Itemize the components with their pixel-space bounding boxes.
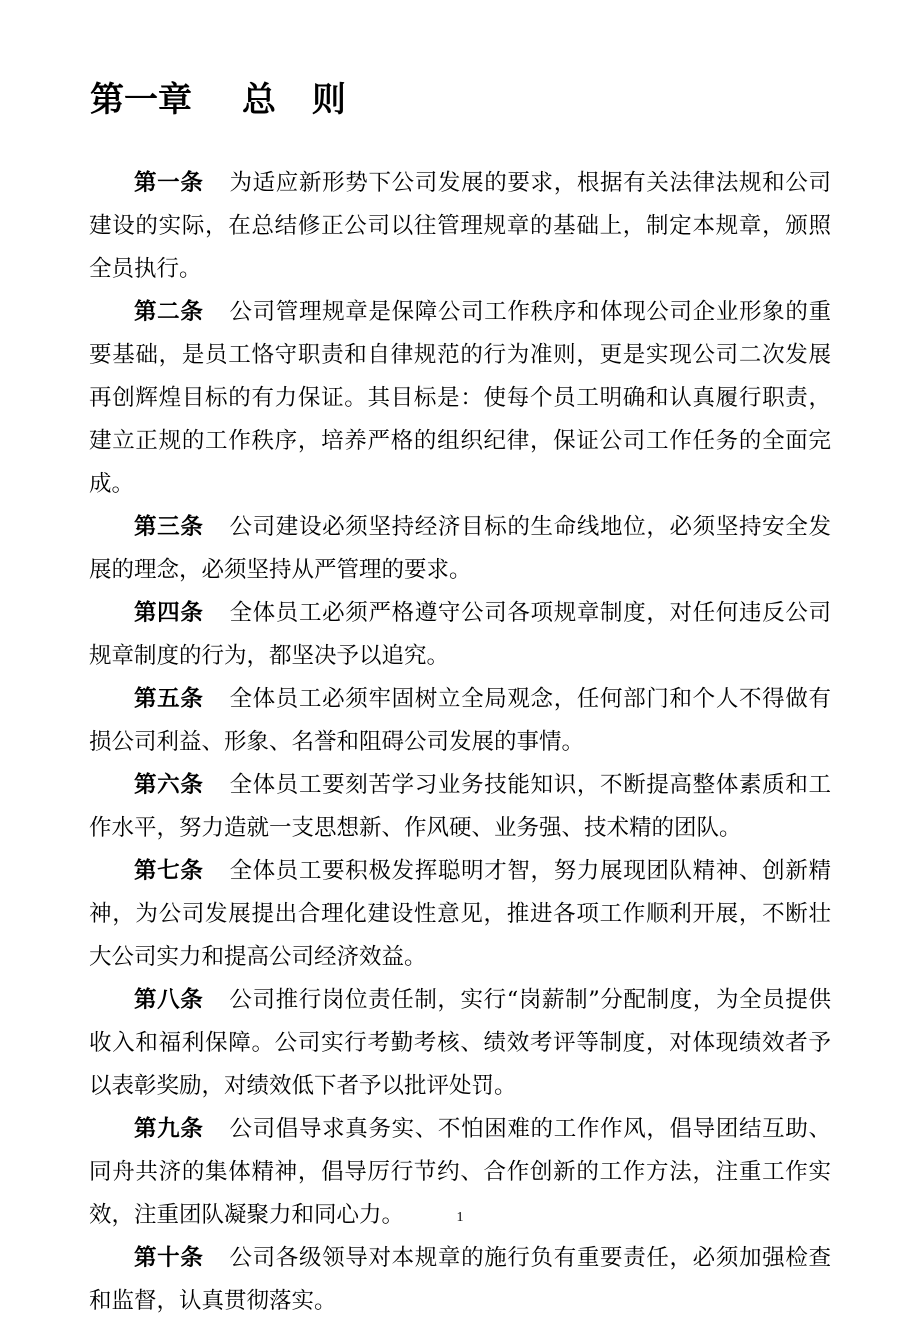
article-text: 全体员工必须严格遵守公司各项规章制度，对任何违反公司规章制度的行为，都坚决予以追究。: [89, 600, 831, 669]
article-1: [89, 162, 831, 291]
article-10: [89, 1237, 831, 1323]
page-number: 1: [456, 1210, 464, 1225]
article-number: 第一条: [134, 170, 204, 196]
article-number: 第九条: [134, 1116, 204, 1142]
article-8: [89, 979, 831, 1108]
article-6: [89, 764, 831, 850]
article-number: 第十条: [134, 1245, 204, 1271]
article-number: 第五条: [134, 686, 204, 712]
article-text: 全体员工必须牢固树立全局观念，任何部门和个人不得做有损公司利益、形象、名誉和阻碍公司发展的事情。: [89, 686, 831, 755]
article-list: [89, 162, 831, 1323]
article-number: 第八条: [134, 987, 204, 1013]
article-number: 第六条: [134, 772, 204, 798]
chapter-number: 第一章: [90, 80, 192, 120]
article-3: [89, 506, 831, 592]
article-number: 第三条: [134, 514, 204, 540]
article-text: 公司推行岗位责任制，实行“岗薪制”分配制度，为全员提供收入和福利保障。公司实行考勤考核、绩效考评等制度，对体现绩效者予以表彰奖励，对绩效低下者予以批评处罚。: [89, 987, 831, 1099]
article-number: 第七条: [134, 858, 204, 884]
article-text: 公司管理规章是保障公司工作秩序和体现公司企业形象的重要基础，是员工恪守职责和自律规范的行为准则，更是实现公司二次发展再创辉煌目标的有力保证。其目标是：使每个员工明确和认真履行职责，建立正规的工作秩序，培养严格的组织纪律，保证公司工作任务的全面完成。: [89, 299, 831, 497]
chapter-title: [90, 76, 358, 124]
article-7: [89, 850, 831, 979]
article-number: 第四条: [134, 600, 204, 626]
chapter-name: 总 则: [242, 80, 358, 120]
article-text: 公司建设必须坚持经济目标的生命线地位，必须坚持安全发展的理念，必须坚持从严管理的要求。: [89, 514, 831, 583]
article-4: [89, 592, 831, 678]
article-2: [89, 291, 831, 506]
article-text: 为适应新形势下公司发展的要求，根据有关法律法规和公司建设的实际，在总结修正公司以往管理规章的基础上，制定本规章，颁照全员执行。: [89, 170, 831, 282]
article-number: 第二条: [134, 299, 204, 325]
article-5: [89, 678, 831, 764]
article-text: 全体员工要刻苦学习业务技能知识，不断提高整体素质和工作水平，努力造就一支思想新、作风硬、业务强、技术精的团队。: [89, 772, 831, 841]
article-text: 全体员工要积极发挥聪明才智，努力展现团队精神、创新精神，为公司发展提出合理化建设性意见，推进各项工作顺利开展，不断壮大公司实力和提高公司经济效益。: [89, 858, 831, 970]
article-text: 公司各级领导对本规章的施行负有重要责任，必须加强检查和监督，认真贯彻落实。: [89, 1245, 831, 1314]
article-text: 公司倡导求真务实、不怕困难的工作作风，倡导团结互助、同舟共济的集体精神，倡导厉行节约、合作创新的工作方法，注重工作实效，注重团队凝聚力和同心力。: [89, 1116, 831, 1228]
